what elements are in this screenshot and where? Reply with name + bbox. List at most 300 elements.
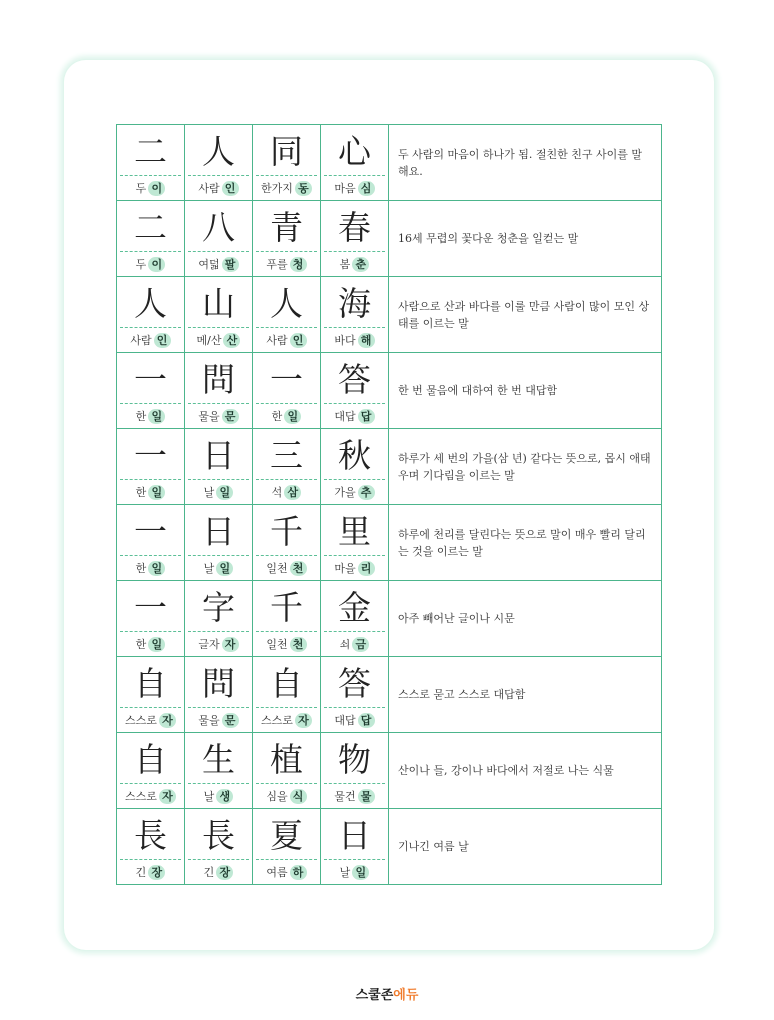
hanja-reading [185,560,252,578]
hanja-cell [117,125,185,201]
hanja-character: 物 [338,740,371,779]
hanja-character: 同 [270,132,303,171]
hanja-sound-badge: 일 [148,409,165,424]
description-cell [389,657,662,733]
hanja-character: 答 [338,664,371,703]
hanja-cell [185,657,253,733]
hanja-reading [321,560,388,578]
hanja-reading [253,256,320,274]
hanja-cell-inner [321,733,388,808]
hanja-cell-inner [185,733,252,808]
idiom-description: 사람으로 산과 바다를 이룰 만큼 사람이 많이 모인 상태를 이르는 말 [398,299,650,330]
hanja-reading [321,408,388,426]
hanja-character: 三 [270,436,303,475]
dashed-divider [188,479,249,480]
hanja-cell [185,201,253,277]
hanja-sound-badge: 이 [148,257,165,272]
hanja-cell [117,657,185,733]
hanja-cell [185,277,253,353]
hanja-cell-inner [117,201,184,276]
hanja-reading [185,864,252,882]
hanja-cell [117,733,185,809]
idiom-description: 하루에 천리를 달린다는 뜻으로 말이 매우 빨리 달리는 것을 이르는 말 [398,527,646,558]
description-cell [389,505,662,581]
hanja-cell-inner [117,125,184,200]
hanja-cell-inner [185,277,252,352]
hanja-cell-inner [185,201,252,276]
dashed-divider [256,251,317,252]
hanja-meaning: 스스로 [125,790,157,803]
hanja-cell-inner [321,809,388,884]
dashed-divider [120,859,181,860]
hanja-character: 二 [134,208,167,247]
hanja-sound-badge: 일 [284,409,301,424]
hanja-reading [185,484,252,502]
hanja-cell-inner [185,505,252,580]
idiom-description: 산이나 들, 강이나 바다에서 저절로 나는 식물 [398,764,614,777]
dashed-divider [188,327,249,328]
hanja-cell-inner [253,429,320,504]
hanja-character: 千 [270,588,303,627]
hanja-reading [321,636,388,654]
hanja-sound-badge: 금 [352,637,369,652]
hanja-meaning: 마을 [334,562,356,575]
hanja-meaning: 메/산 [196,334,222,347]
hanja-cell-inner [185,581,252,656]
hanja-reading [117,256,184,274]
hanja-character: 八 [202,208,235,247]
hanja-character: 日 [338,816,371,855]
hanja-character: 長 [202,816,235,855]
hanja-meaning: 한 [271,410,283,423]
hanja-meaning: 대답 [334,410,356,423]
hanja-cell [253,353,321,429]
hanja-cell-inner [117,581,184,656]
hanja-character: 人 [134,284,167,323]
hanja-cell [253,505,321,581]
idiom-table-body [117,125,662,885]
hanja-character: 一 [270,360,303,399]
dashed-divider [256,631,317,632]
hanja-meaning: 사람 [198,182,220,195]
dashed-divider [324,859,385,860]
dashed-divider [120,707,181,708]
hanja-sound-badge: 자 [159,789,176,804]
hanja-cell [321,657,389,733]
hanja-sound-badge: 팔 [222,257,239,272]
hanja-cell-inner [321,657,388,732]
hanja-cell [253,201,321,277]
idiom-description: 두 사람의 마음이 하나가 됨. 절친한 친구 사이를 말해요. [398,147,642,178]
hanja-cell-inner [321,277,388,352]
description-cell [389,809,662,885]
hanja-reading [117,332,184,350]
description-cell [389,277,662,353]
hanja-character: 金 [338,588,371,627]
idiom-row [117,201,662,277]
hanja-meaning: 두 [135,258,147,271]
hanja-character: 春 [338,208,371,247]
idiom-row [117,353,662,429]
dashed-divider [324,251,385,252]
description-cell [389,733,662,809]
hanja-character: 問 [202,664,235,703]
dashed-divider [324,403,385,404]
hanja-sound-badge: 물 [358,789,375,804]
hanja-meaning: 봄 [339,258,351,271]
hanja-cell [185,125,253,201]
hanja-character: 人 [270,284,303,323]
hanja-character: 人 [202,132,235,171]
dashed-divider [324,707,385,708]
idiom-table [116,124,662,885]
dashed-divider [324,631,385,632]
dashed-divider [188,631,249,632]
hanja-reading [321,180,388,198]
hanja-cell [253,125,321,201]
hanja-sound-badge: 일 [352,865,369,880]
hanja-character: 一 [134,360,167,399]
hanja-meaning: 쇠 [339,638,351,651]
hanja-character: 海 [338,284,371,323]
hanja-meaning: 물건 [334,790,356,803]
hanja-sound-badge: 이 [148,181,165,196]
hanja-sound-badge: 천 [290,637,307,652]
hanja-sound-badge: 인 [290,333,307,348]
hanja-meaning: 글자 [198,638,220,651]
dashed-divider [188,859,249,860]
hanja-reading [321,256,388,274]
hanja-reading [253,484,320,502]
hanja-character: 植 [270,740,303,779]
hanja-reading [253,712,320,730]
hanja-meaning: 날 [339,866,351,879]
hanja-character: 二 [134,132,167,171]
hanja-cell [253,429,321,505]
hanja-reading [185,636,252,654]
hanja-meaning: 긴 [135,866,147,879]
dashed-divider [256,783,317,784]
hanja-reading [185,180,252,198]
hanja-character: 日 [202,436,235,475]
dashed-divider [120,251,181,252]
hanja-sound-badge: 자 [159,713,176,728]
hanja-character: 長 [134,816,167,855]
hanja-cell [117,505,185,581]
hanja-reading [253,864,320,882]
hanja-meaning: 한 [135,486,147,499]
dashed-divider [120,631,181,632]
hanja-reading [321,712,388,730]
dashed-divider [120,327,181,328]
hanja-reading [185,332,252,350]
idiom-row [117,125,662,201]
hanja-sound-badge: 장 [216,865,233,880]
hanja-cell [321,581,389,657]
hanja-cell-inner [117,429,184,504]
brand-logo-part1: 스쿨존 [355,988,394,1003]
dashed-divider [324,175,385,176]
hanja-sound-badge: 하 [290,865,307,880]
hanja-cell [253,733,321,809]
description-cell [389,201,662,277]
hanja-reading [253,332,320,350]
hanja-character: 答 [338,360,371,399]
dashed-divider [120,175,181,176]
hanja-character: 字 [202,588,235,627]
idiom-row [117,733,662,809]
hanja-cell [117,429,185,505]
dashed-divider [324,479,385,480]
hanja-cell-inner [253,353,320,428]
hanja-cell-inner [185,353,252,428]
hanja-cell-inner [253,733,320,808]
dashed-divider [324,327,385,328]
idiom-description: 스스로 묻고 스스로 대답함 [398,688,526,701]
idiom-row [117,277,662,353]
hanja-cell-inner [117,353,184,428]
hanja-character: 里 [338,512,371,551]
hanja-meaning: 두 [135,182,147,195]
hanja-cell [321,353,389,429]
hanja-meaning: 한 [135,638,147,651]
hanja-meaning: 푸를 [266,258,288,271]
hanja-meaning: 마음 [334,182,356,195]
hanja-meaning: 긴 [203,866,215,879]
hanja-cell-inner [253,657,320,732]
hanja-meaning: 가을 [334,486,356,499]
hanja-character: 自 [134,740,167,779]
hanja-meaning: 일천 [266,562,288,575]
hanja-sound-badge: 춘 [352,257,369,272]
hanja-cell [253,581,321,657]
dashed-divider [188,251,249,252]
hanja-meaning: 한 [135,562,147,575]
hanja-reading [185,788,252,806]
hanja-cell-inner [117,809,184,884]
hanja-reading [321,332,388,350]
hanja-cell [185,353,253,429]
hanja-cell-inner [185,125,252,200]
hanja-character: 山 [202,284,235,323]
dashed-divider [256,403,317,404]
hanja-meaning: 여름 [266,866,288,879]
dashed-divider [188,707,249,708]
hanja-meaning: 날 [203,562,215,575]
hanja-character: 一 [134,512,167,551]
hanja-sound-badge: 답 [358,409,375,424]
hanja-reading [117,484,184,502]
hanja-sound-badge: 인 [154,333,171,348]
dashed-divider [256,555,317,556]
hanja-character: 千 [270,512,303,551]
hanja-reading [321,864,388,882]
hanja-cell [117,353,185,429]
hanja-meaning: 물을 [198,410,220,423]
hanja-cell [185,505,253,581]
hanja-meaning: 물을 [198,714,220,727]
hanja-cell-inner [321,581,388,656]
hanja-sound-badge: 답 [358,713,375,728]
hanja-cell-inner [253,581,320,656]
idiom-row [117,809,662,885]
hanja-reading [253,636,320,654]
hanja-sound-badge: 일 [148,561,165,576]
hanja-cell-inner [185,429,252,504]
idiom-row [117,505,662,581]
hanja-cell-inner [185,809,252,884]
dashed-divider [120,403,181,404]
hanja-sound-badge: 문 [222,713,239,728]
hanja-cell [117,581,185,657]
hanja-cell-inner [253,201,320,276]
hanja-cell-inner [253,809,320,884]
hanja-meaning: 한 [135,410,147,423]
hanja-reading [253,560,320,578]
brand-logo [0,984,774,1003]
idiom-row [117,581,662,657]
idiom-description: 기나긴 여름 날 [398,840,469,853]
hanja-reading [185,712,252,730]
hanja-cell-inner [253,505,320,580]
hanja-cell [321,733,389,809]
dashed-divider [188,783,249,784]
hanja-reading [185,256,252,274]
dashed-divider [324,555,385,556]
hanja-sound-badge: 추 [358,485,375,500]
hanja-cell [185,429,253,505]
hanja-cell-inner [321,201,388,276]
hanja-meaning: 바다 [334,334,356,347]
hanja-sound-badge: 자 [295,713,312,728]
hanja-sound-badge: 장 [148,865,165,880]
hanja-cell [321,429,389,505]
hanja-reading [185,408,252,426]
hanja-cell [117,201,185,277]
hanja-sound-badge: 인 [222,181,239,196]
hanja-meaning: 심을 [266,790,288,803]
hanja-meaning: 일천 [266,638,288,651]
hanja-reading [321,788,388,806]
hanja-sound-badge: 일 [148,637,165,652]
hanja-cell [321,809,389,885]
hanja-sound-badge: 식 [290,789,307,804]
hanja-cell [321,505,389,581]
hanja-reading [117,560,184,578]
hanja-cell-inner [117,657,184,732]
hanja-sound-badge: 리 [358,561,375,576]
dashed-divider [120,479,181,480]
hanja-cell-inner [117,277,184,352]
dashed-divider [256,175,317,176]
hanja-cell-inner [321,505,388,580]
hanja-cell [185,733,253,809]
hanja-character: 一 [134,436,167,475]
hanja-sound-badge: 심 [358,181,375,196]
hanja-character: 自 [270,664,303,703]
hanja-character: 一 [134,588,167,627]
hanja-sound-badge: 천 [290,561,307,576]
hanja-cell-inner [321,353,388,428]
hanja-cell-inner [321,429,388,504]
hanja-character: 生 [202,740,235,779]
idiom-row [117,657,662,733]
dashed-divider [120,783,181,784]
hanja-cell [253,809,321,885]
hanja-reading [253,408,320,426]
hanja-reading [117,864,184,882]
hanja-cell [321,201,389,277]
idiom-description: 한 번 물음에 대하여 한 번 대답함 [398,384,558,397]
hanja-character: 秋 [338,436,371,475]
hanja-sound-badge: 청 [290,257,307,272]
hanja-cell [253,657,321,733]
idiom-description: 16세 무렵의 꽃다운 청춘을 일컫는 말 [398,232,579,245]
hanja-meaning: 한가지 [261,182,293,195]
description-cell [389,429,662,505]
hanja-cell [117,809,185,885]
hanja-sound-badge: 동 [295,181,312,196]
hanja-sound-badge: 산 [223,333,240,348]
hanja-meaning: 스스로 [261,714,293,727]
hanja-cell [185,809,253,885]
hanja-reading [117,180,184,198]
hanja-cell-inner [117,505,184,580]
hanja-reading [253,788,320,806]
hanja-sound-badge: 삼 [284,485,301,500]
hanja-reading [117,636,184,654]
hanja-meaning: 사람 [130,334,152,347]
hanja-sound-badge: 문 [222,409,239,424]
hanja-cell-inner [117,733,184,808]
hanja-sound-badge: 자 [222,637,239,652]
hanja-reading [117,408,184,426]
hanja-character: 自 [134,664,167,703]
hanja-cell-inner [321,125,388,200]
dashed-divider [256,859,317,860]
brand-logo-part2: 에듀 [393,988,419,1003]
hanja-sound-badge: 일 [216,561,233,576]
hanja-sound-badge: 일 [216,485,233,500]
dashed-divider [256,707,317,708]
hanja-character: 夏 [270,816,303,855]
hanja-reading [321,484,388,502]
hanja-reading [253,180,320,198]
dashed-divider [188,403,249,404]
hanja-cell-inner [253,277,320,352]
hanja-cell [253,277,321,353]
hanja-sound-badge: 생 [216,789,233,804]
hanja-cell [321,125,389,201]
hanja-cell-inner [253,125,320,200]
dashed-divider [324,783,385,784]
hanja-meaning: 스스로 [125,714,157,727]
hanja-reading [117,712,184,730]
description-cell [389,125,662,201]
hanja-meaning: 석 [271,486,283,499]
hanja-meaning: 날 [203,486,215,499]
hanja-sound-badge: 해 [358,333,375,348]
dashed-divider [188,555,249,556]
hanja-sound-badge: 일 [148,485,165,500]
idiom-row [117,429,662,505]
hanja-character: 日 [202,512,235,551]
idiom-description: 아주 빼어난 글이나 시문 [398,612,515,625]
idiom-description: 하루가 세 번의 가을(삼 년) 같다는 뜻으로, 몹시 애태우며 기다림을 이르는 말 [398,451,651,482]
hanja-meaning: 사람 [266,334,288,347]
hanja-character: 心 [338,132,371,171]
description-cell [389,581,662,657]
